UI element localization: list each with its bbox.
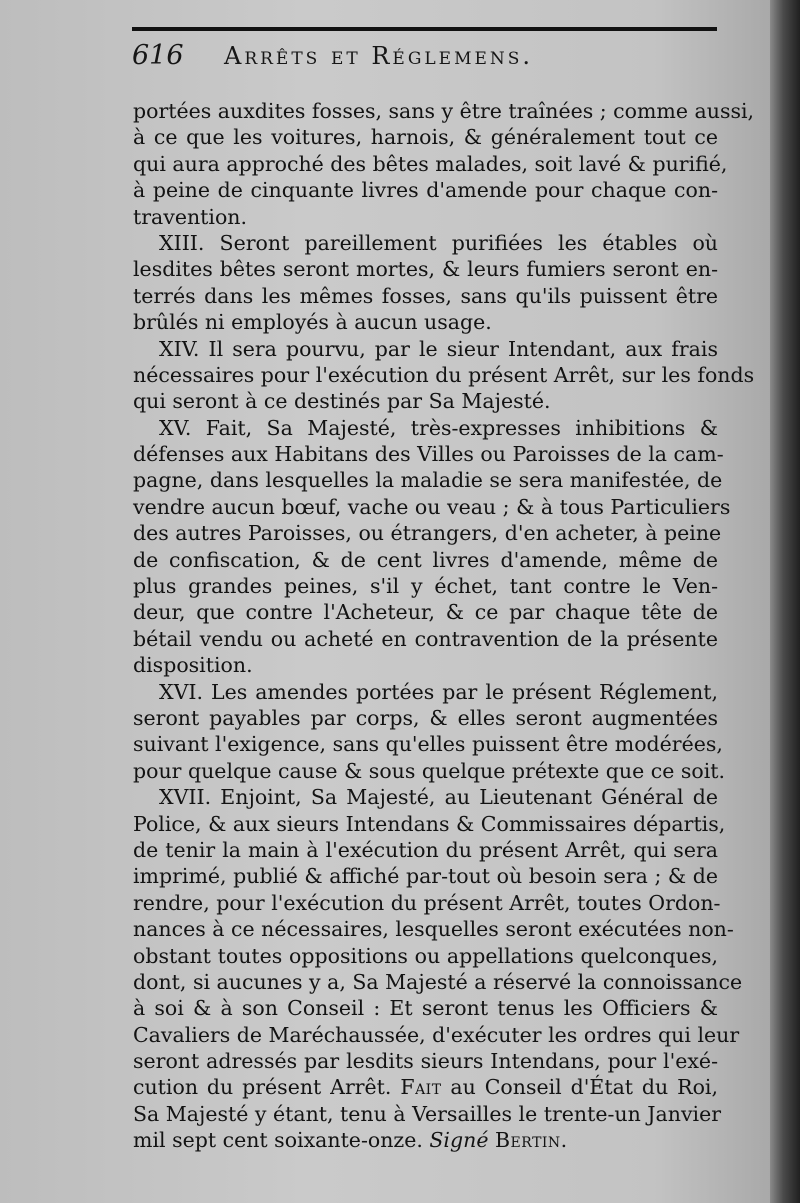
text-line: dont, si aucunes y a, Sa Majesté a réservé la connoissance (133, 969, 743, 994)
text-line: défenses aux Habitans des Villes ou Paroisses de la cam- (133, 442, 724, 467)
text-line: deur, que contre l'Acheteur, & ce par chaque tête de (133, 600, 718, 625)
text-line: de confiscation, & de cent livres d'amende, même de (133, 547, 718, 572)
text-line: Cavaliers de Maréchaussée, d'exécuter les ordres qui leur (133, 1022, 740, 1047)
text-line: obstant toutes oppositions ou appellations quelconques, (133, 943, 718, 968)
text-line: portées auxdites fosses, sans y être traînées ; comme aussi, (133, 99, 755, 123)
text-line: qui seront à ce destinés par Sa Majesté. (133, 389, 551, 414)
article-xv-start: XV. Fait, Sa Majesté, très-expresses inhibitions & (159, 415, 718, 440)
text-line: Police, & aux sieurs Intendans & Commissaires départis, (133, 811, 726, 836)
text-line: brûlés ni employés à aucun usage. (133, 310, 492, 335)
fait-word: Fait (400, 1075, 442, 1100)
text-line: pagne, dans lesquelles la maladie se sera manifestée, de (133, 468, 723, 493)
text-line: pour quelque cause & sous quelque prétexte que ce soit. (133, 758, 726, 783)
text-fragment: au Conseil d'État du Roi, (441, 1075, 718, 1100)
closing-line-1 (133, 1074, 718, 1100)
text-line: qui aura approché des bêtes malades, soit lavé & purifié, (133, 151, 728, 176)
text-line: travention. (133, 204, 248, 229)
article-xiv-start: XIV. Il sera pourvu, par le sieur Intendant, aux frais (159, 336, 718, 361)
text-line: nécessaires pour l'exécution du présent Arrêt, sur les fonds (133, 362, 755, 387)
text-line: de tenir la main à l'exécution du présent Arrêt, qui sera (133, 837, 718, 862)
text-line: à peine de cinquante livres d'amende pour chaque con- (133, 178, 718, 203)
text-line: vendre aucun bœuf, vache ou veau ; & à tous Particuliers (133, 494, 731, 519)
article-xiii-start: XIII. Seront pareillement purifiées les étables où (159, 230, 718, 255)
page-number: 616 (132, 40, 184, 71)
text-line: rendre, pour l'exécution du présent Arrêt, toutes Ordon- (133, 890, 721, 915)
text-line: lesdites bêtes seront mortes, & leurs fumiers seront en- (133, 257, 718, 282)
closing-line-2: Sa Majesté y étant, tenu à Versailles le trente-un Janvier (133, 1101, 722, 1126)
text-line: suivant l'exigence, sans qu'elles puissent être modérées, (133, 732, 723, 757)
text-line: terrés dans les mêmes fosses, sans qu'ils puissent être (133, 283, 718, 308)
text-line: bétail vendu ou acheté en contravention de la présente (133, 626, 718, 651)
text-line: plus grandes peines, s'il y échet, tant contre le Ven- (133, 574, 718, 599)
signatory-name: Bertin. (494, 1128, 568, 1153)
running-title: Arrêts et Réglemens. (224, 42, 534, 70)
text-line: disposition. (133, 653, 253, 678)
text-fragment: cution du présent Arrêt. (133, 1075, 392, 1100)
closing-line-3 (133, 1127, 718, 1153)
text-line: seront adressés par lesdits sieurs Intendans, pour l'exé- (133, 1049, 718, 1074)
text-line: des autres Paroisses, ou étrangers, d'en acheter, à peine (133, 521, 722, 546)
article-xvi-start: XVI. Les amendes portées par le présent Réglement, (159, 679, 718, 704)
signe-word: Signé (429, 1128, 489, 1153)
text-line: à soi & à son Conseil : Et seront tenus les Officiers & (133, 996, 718, 1021)
text-line: à ce que les voitures, harnois, & généralement tout ce (133, 125, 718, 150)
text-fragment: mil sept cent soixante-onze. (133, 1128, 430, 1153)
text-line: imprimé, publié & affiché par-tout où besoin sera ; & de (133, 864, 718, 889)
page-edge-shadow (770, 0, 800, 1203)
text-line: seront payables par corps, & elles seront augmentées (133, 705, 718, 730)
text-line: nances à ce nécessaires, lesquelles seront exécutées non- (133, 917, 734, 942)
article-xvii-start: XVII. Enjoint, Sa Majesté, au Lieutenant Général de (159, 785, 718, 810)
header-rule (132, 27, 717, 31)
body-text (133, 98, 755, 1154)
